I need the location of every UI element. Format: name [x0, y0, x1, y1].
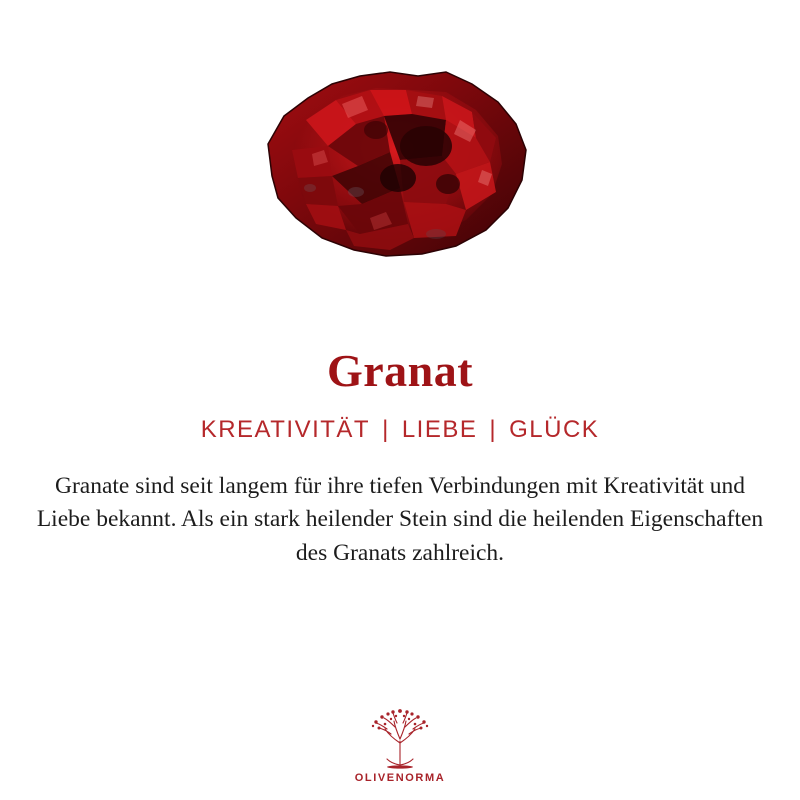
brand-name: OLIVENORMA: [354, 772, 446, 784]
keyword-separator-1: |: [489, 416, 498, 443]
keyword-0: KREATIVITÄT: [200, 416, 371, 443]
gemstone-image-area: [0, 0, 800, 330]
page-title: Granat: [326, 345, 474, 396]
keyword-2: GLÜCK: [509, 416, 600, 443]
tree-of-life-icon: [361, 707, 439, 769]
keyword-1: LIEBE: [401, 416, 478, 443]
brand-logo: [0, 707, 800, 784]
garnet-gemstone-icon: [250, 58, 550, 273]
keyword-line: [201, 416, 600, 444]
keyword-separator-0: |: [382, 416, 390, 443]
description-text: Granate sind seit langem für ihre tiefen Verbindungen mit Kreativität und Liebe bekannt. Als ein stark heilender Stein sind die heilenden Eigenschaften des Granats zahlreich.: [36, 473, 764, 566]
gemstone-image: [250, 58, 550, 273]
